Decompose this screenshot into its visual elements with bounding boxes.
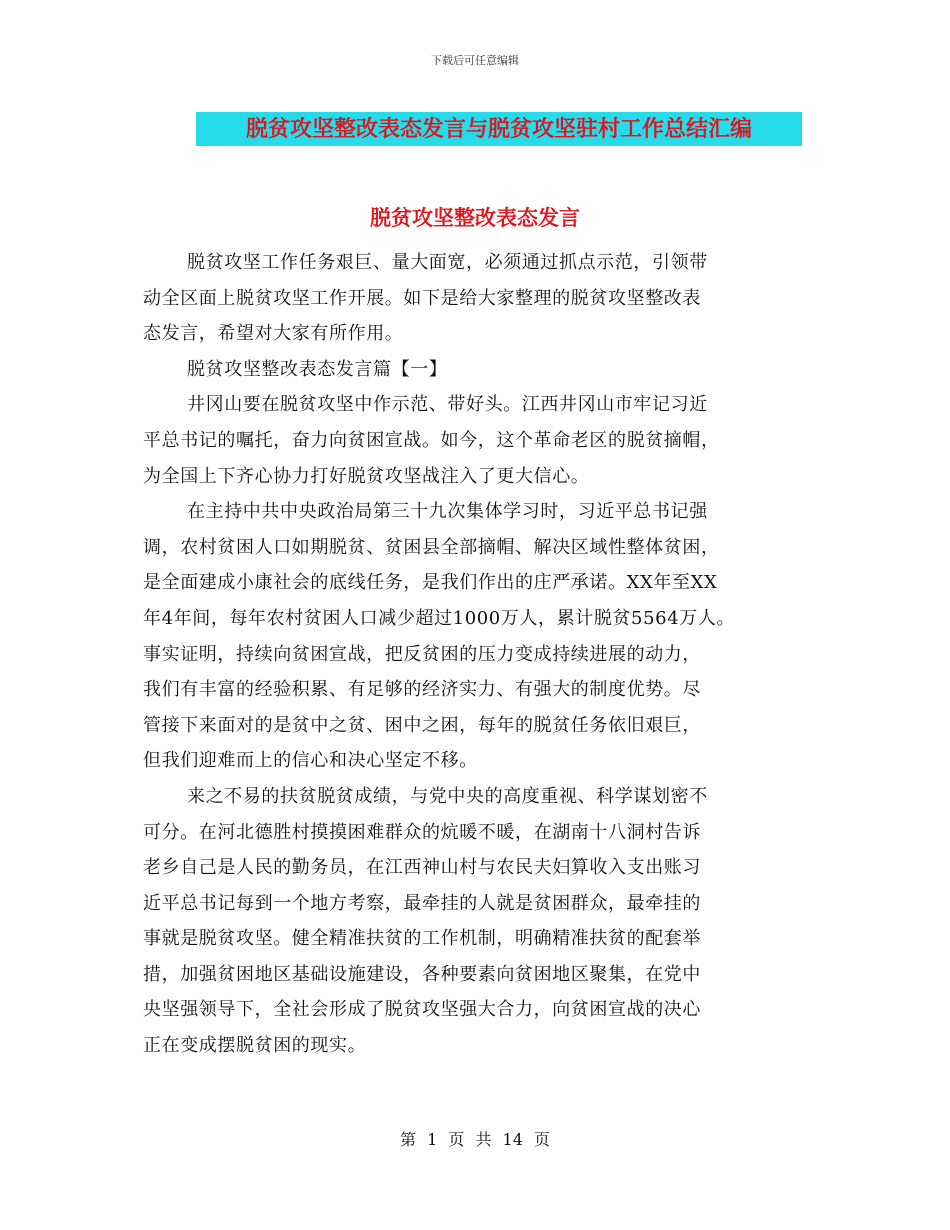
body-line: 井冈山要在脱贫攻坚中作示范、带好头。江西井冈山市牢记习近 [187,394,708,416]
body-line: 脱贫攻坚工作任务艰巨、量大面宽，必须通过抓点示范，引领带 [187,252,708,273]
body-line: 年4年间，每年农村贫困人口减少超过1000万人，累计脱贫5564万人。 [143,607,736,629]
body-line: 措，加强贫困地区基础设施建设，各种要素向贫困地区聚集，在党中 [143,963,701,985]
document-title: 脱贫攻坚整改表态发言与脱贫攻坚驻村工作总结汇编 [196,112,802,146]
header-note: 下载后可任意编辑 [431,54,519,67]
body-line: 但我们迎难而上的信心和决心坚定不移。 [143,750,478,772]
body-line: 老乡自己是人民的勤务员，在江西神山村与农民夫妇算收入支出账习 [143,857,701,879]
body-line: 可分。在河北德胜村摸摸困难群众的炕暖不暖，在湖南十八洞村告诉 [143,821,701,843]
body-line: 事就是脱贫攻坚。健全精准扶贫的工作机制，明确精准扶贫的配套举 [143,928,701,950]
sub-heading: 脱贫攻坚整改表态发言篇【一】 [187,358,448,380]
body-line: 我们有丰富的经验积累、有足够的经济实力、有强大的制度优势。尽 [143,679,701,701]
body-line: 平总书记的嘱托，奋力向贫困宣战。如今，这个革命老区的脱贫摘帽， [143,429,720,451]
body-line: 来之不易的扶贫脱贫成绩，与党中央的高度重视、科学谋划密不 [187,785,708,807]
body-line: 正在变成摆脱贫困的现实。 [143,1035,367,1057]
body-line: 动全区面上脱贫攻坚工作开展。如下是给大家整理的脱贫攻坚整改表 [143,287,701,309]
body-line: 调，农村贫困人口如期脱贫、贫困县全部摘帽、解决区域性整体贫困， [143,536,720,558]
body-text [143,245,813,1064]
body-line: 近平总书记每到一个地方考察，最牵挂的人就是贫困群众，最牵挂的 [143,892,701,914]
body-line: 是全面建成小康社会的底线任务，是我们作出的庄严承诺。XX年至XX [143,572,718,594]
body-line: 事实证明，持续向贫困宣战，把反贫困的压力变成持续进展的动力， [143,643,701,665]
body-line: 态发言，希望对大家有所作用。 [143,323,404,345]
body-line: 为全国上下齐心协力打好脱贫攻坚战注入了更大信心。 [143,465,590,487]
body-line: 在主持中共中央政治局第三十九次集体学习时，习近平总书记强 [187,501,708,523]
body-line: 央坚强领导下，全社会形成了脱贫攻坚强大合力，向贫困宣战的决心 [143,999,701,1021]
section-title: 脱贫攻坚整改表态发言 [370,205,580,230]
page-footer: 第 1 页 共 14 页 [400,1130,550,1149]
body-line: 管接下来面对的是贫中之贫、困中之困，每年的脱贫任务依旧艰巨， [143,714,701,736]
